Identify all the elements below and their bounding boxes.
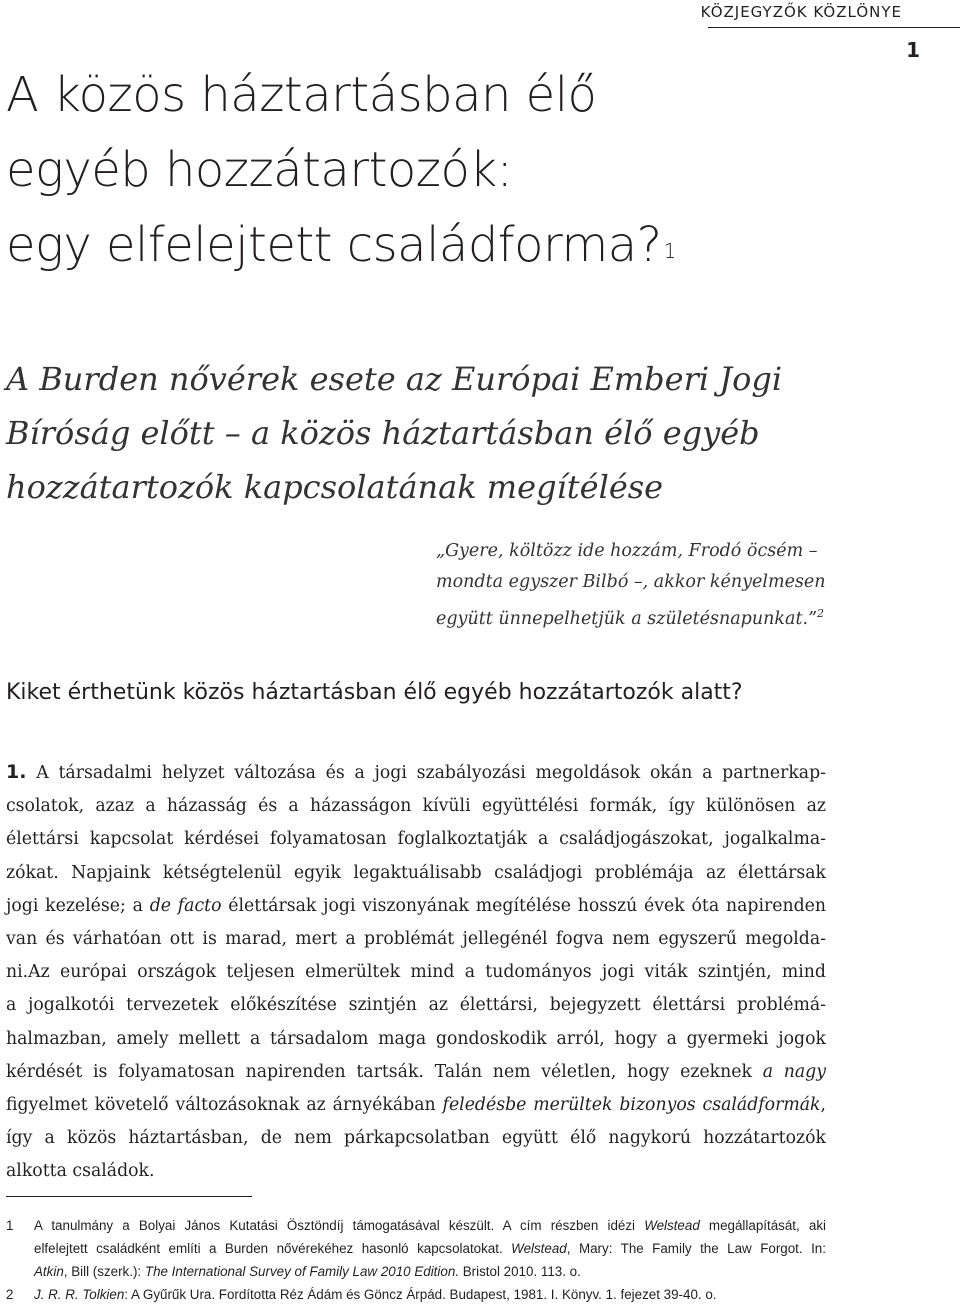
epigraph-line: mondta egyszer Bilbó –, akkor kényelmesen	[436, 572, 826, 592]
body-text: ,	[820, 1095, 826, 1116]
footnote-text: A tanulmány a Bolyai János Kutatási Ösztöndíj támogatásával készült. A cím részben idézi	[34, 1218, 636, 1233]
title-line: egyéb hozzátartozók:	[6, 142, 513, 198]
title-line: A közös háztartásban élő	[6, 67, 597, 123]
footnote-line	[34, 1214, 826, 1237]
body-line: ni.Az európai országok teljesen elmerültek mind a tudományos jogi viták szintjén, mind	[6, 962, 826, 983]
body-italic: de facto	[149, 895, 222, 916]
body-line: zókat. Napjaink kétségtelenül egyik legaktuálisabb családjogi problémája az élettársak	[6, 862, 826, 883]
footnote-rule	[6, 1196, 252, 1197]
body-text: kérdését is folyamatosan napirenden tartsák. Talán nem véletlen, hogy ezeknek	[6, 1061, 752, 1082]
body-line: így a közös háztartásban, de nem párkapcsolatban együtt élő nagykorú hozzátartozók	[6, 1128, 826, 1149]
article-title	[6, 58, 906, 283]
header-rule	[708, 27, 960, 28]
subtitle-line: A Burden nővérek esete az Európai Emberi Jogi	[6, 360, 783, 398]
footnote-line	[34, 1237, 826, 1260]
subtitle-line: hozzátartozók kapcsolatának megítélése	[6, 468, 664, 506]
footnote-text: , Bill (szerk.):	[63, 1264, 142, 1279]
body-line: halmazban, amely mellett a társadalom maga gondoskodik arról, hogy a gyermeki jogok	[6, 1028, 826, 1049]
body-text: figyelmet követelő változásoknak az árnyékában	[6, 1095, 436, 1116]
section-heading: Kiket érthetünk közös háztartásban élő egyéb hozzátartozók alatt?	[6, 680, 743, 705]
footnote-italic: Welstead	[511, 1241, 567, 1256]
body-line: élettársi kapcsolat kérdései folyamatosan foglalkoztatják a családjogászokat, jogalkalma-	[6, 829, 826, 850]
body-line	[6, 1056, 826, 1089]
footnote-line	[34, 1260, 826, 1283]
footnote-text: : A Gyűrűk Ura. Fordította Réz Ádám és Göncz Árpád. Budapest, 1981. I. Könyv. 1. fejezet 39-40. o.	[124, 1287, 717, 1302]
footnote-ref-1[interactable]: 1	[663, 239, 676, 263]
footnote-italic: The International Survey of Family Law 2010 Edition.	[144, 1264, 459, 1279]
body-paragraph	[6, 756, 826, 1189]
title-line-text: egy elfelejtett családforma?	[6, 217, 662, 273]
title-line	[6, 208, 906, 283]
body-text: jogi kezelése; a	[6, 895, 143, 916]
footnote-number: 1	[6, 1218, 14, 1233]
body-italic: feledésbe merültek bizonyos családformák	[442, 1095, 821, 1116]
paragraph-number: 1.	[6, 761, 27, 783]
body-italic: a nagy	[762, 1061, 826, 1082]
epigraph-quote	[436, 536, 916, 635]
footnote-italic: Atkin	[34, 1264, 64, 1279]
footnote-1	[6, 1214, 826, 1283]
body-line: csolatok, azaz a házasság és a házasságon kívüli együttélési formák, így különösen az	[6, 796, 826, 817]
body-line: a jogalkotói tervezetek előkészítése szintjén az élettársi, bejegyzett élettársi problémá-	[6, 995, 826, 1016]
body-line: alkotta családok.	[6, 1161, 155, 1182]
footnote-text: , Mary: The Family the Law Forgot. In:	[566, 1241, 826, 1256]
footnote-line	[34, 1283, 826, 1306]
body-text: élettársak jogi viszonyának megítélése hosszú évek óta napirenden	[228, 895, 827, 916]
footnote-text: elfelejtett családként említi a Burden nővérekéhez hasonló kapcsolatokat.	[34, 1241, 503, 1256]
epigraph-line-text: együtt ünnepelhetjük a születésnapunkat.”	[436, 608, 818, 629]
body-line	[6, 756, 826, 790]
epigraph-line: „Gyere, költözz ide hozzám, Frodó öcsém –	[436, 541, 818, 561]
body-line	[6, 890, 826, 923]
body-line	[6, 1089, 826, 1122]
footnote-italic: J. R. R. Tolkien	[34, 1287, 125, 1302]
footnote-text: megállapítását, aki	[708, 1218, 826, 1233]
footnote-2	[6, 1283, 826, 1306]
body-text: A társadalmi helyzet változása és a jogi szabályozási megoldások okán a partnerkap-	[36, 763, 826, 783]
article-subtitle	[6, 352, 906, 514]
page-number: 1	[906, 38, 920, 62]
epigraph-line	[436, 598, 916, 635]
journal-name: KÖZJEGYZŐK KÖZLÖNYE	[700, 3, 902, 21]
footnotes	[6, 1214, 826, 1306]
footnote-number: 2	[6, 1287, 14, 1302]
body-line: van és várhatóan ott is marad, mert a problémát jellegénél fogva nem egyszerű megolda-	[6, 929, 826, 950]
footnote-ref-2[interactable]: 2	[817, 607, 825, 620]
footnote-text: Bristol 2010. 113. o.	[462, 1264, 581, 1279]
footnote-italic: Welstead	[644, 1218, 700, 1233]
subtitle-line: Bíróság előtt – a közös háztartásban élő egyéb	[6, 414, 760, 452]
